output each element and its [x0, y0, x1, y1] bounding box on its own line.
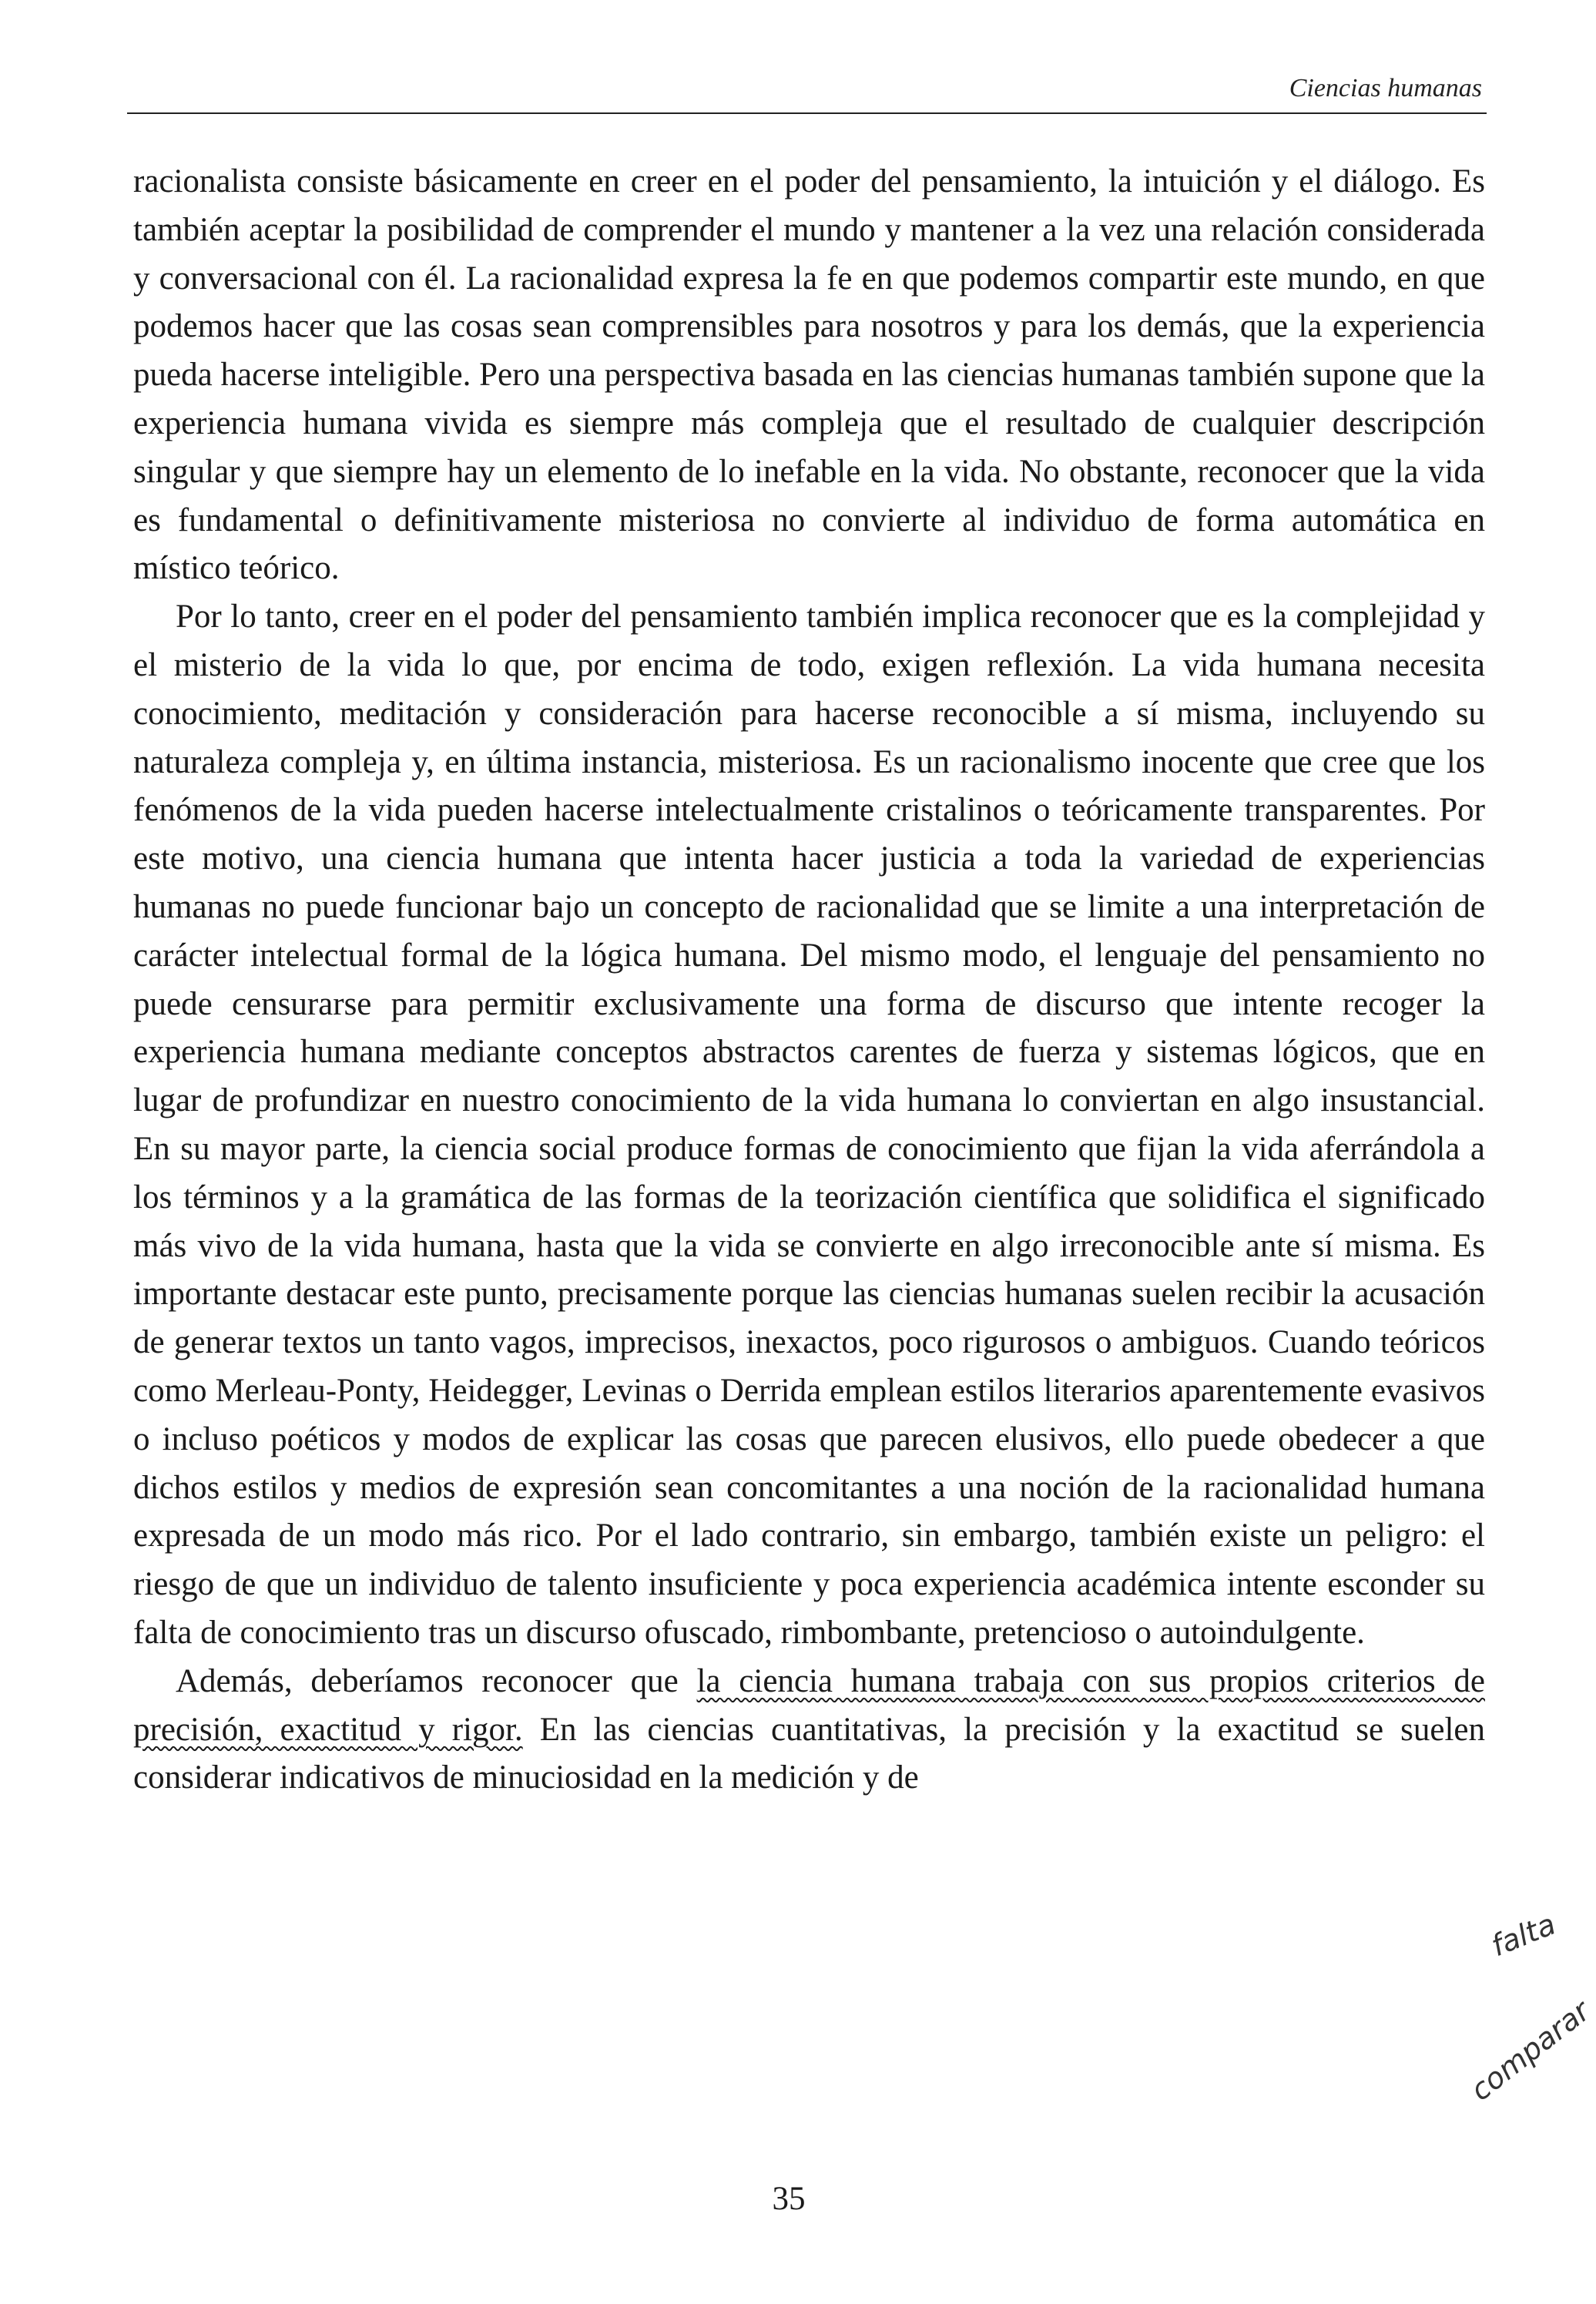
- body-text: [133, 158, 1485, 1803]
- handwritten-note-1: falta: [1486, 1907, 1561, 1964]
- header-rule: [127, 112, 1487, 114]
- paragraph-3-rest: En las ciencias cuantitativas, la precisión y la exactitud se suelen considerar indicativos de minuciosidad en la medición y de: [133, 1711, 1485, 1796]
- paragraph-1: racionalista consiste básicamente en creer en el poder del pensamiento, la intuición y el diálogo. Es también aceptar la posibilidad de comprender el mundo y mantener a la vez una relación considerada y conversacional con él. La racionalidad expresa la fe en que podemos compartir este mundo, en que podemos hacer que las cosas sean comprensibles para nosotros y para los demás, que la experiencia pueda hacerse inteligible. Pero una perspectiva basada en las ciencias humanas también supone que la experiencia humana vivida es siempre más compleja que el resultado de cualquier descripción singular y que siempre hay un elemento de lo inefable en la vida. No obstante, reconocer que la vida es fundamental o definitivamente misteriosa no convierte al individuo de forma automática en místico teórico.: [133, 163, 1485, 587]
- page-number: 35: [772, 2181, 806, 2217]
- handwritten-note-2: comparar: [1464, 1994, 1596, 2108]
- paragraph-3: [133, 1658, 1485, 1803]
- running-head: Ciencias humanas: [1289, 74, 1482, 102]
- paragraph-2: Por lo tanto, creer en el poder del pensamiento también implica reconocer que es la complejidad y el misterio de la vida lo que, por encima de todo, exigen reflexión. La vida humana necesita conocimiento, meditación y consideración para hacerse reconocible a sí misma, incluyendo su naturaleza compleja y, en última instancia, misteriosa. Es un racionalismo inocente que cree que los fenómenos de la vida pueden hacerse intelectualmente cristalinos o teóricamente transparentes. Por este motivo, una ciencia humana que intenta hacer justicia a toda la variedad de experiencias humanas no puede funcionar bajo un concepto de racionalidad que se limite a una interpretación de carácter intelectual formal de la lógica humana. Del mismo modo, el lenguaje del pensamiento no puede censurarse para permitir exclusivamente una forma de discurso que intente recoger la experiencia humana mediante conceptos abstractos carentes de fuerza y sistemas lógicos, que en lugar de profundizar en nuestro conocimiento de la vida humana lo conviertan en algo insustancial. En su mayor parte, la ciencia social produce formas de conocimiento que fijan la vida aferrándola a los términos y a la gramática de las formas de la teorización científica que solidifica el significado más vivo de la vida humana, hasta que la vida se convierte en algo irreconocible ante sí misma. Es importante destacar este punto, precisamente porque las ciencias humanas suelen recibir la acusación de generar textos un tanto vagos, imprecisos, inexactos, poco rigurosos o ambiguos. Cuando teóricos como Merleau-Ponty, Heidegger, Levinas o Derrida emplean estilos literarios aparentemente evasivos o incluso poéticos y modos de explicar las cosas que parecen elusivos, ello puede obedecer a que dichos estilos y medios de expresión sean concomitantes a una noción de la racionalidad humana expresada de un modo más rico. Por el lado contrario, sin embargo, también existe un peligro: el riesgo de que un individuo de talento insuficiente y poca experiencia académica intente esconder su falta de conocimiento tras un discurso ofuscado, rimbombante, pretencioso o autoindulgente.: [133, 599, 1485, 1651]
- underlined-phrase: la ciencia humana trabaja con sus propios criterios de precisión, exactitud y rigor.: [133, 1662, 1485, 1748]
- paragraph-3-lead: Además, deberíamos reconocer que: [176, 1662, 697, 1699]
